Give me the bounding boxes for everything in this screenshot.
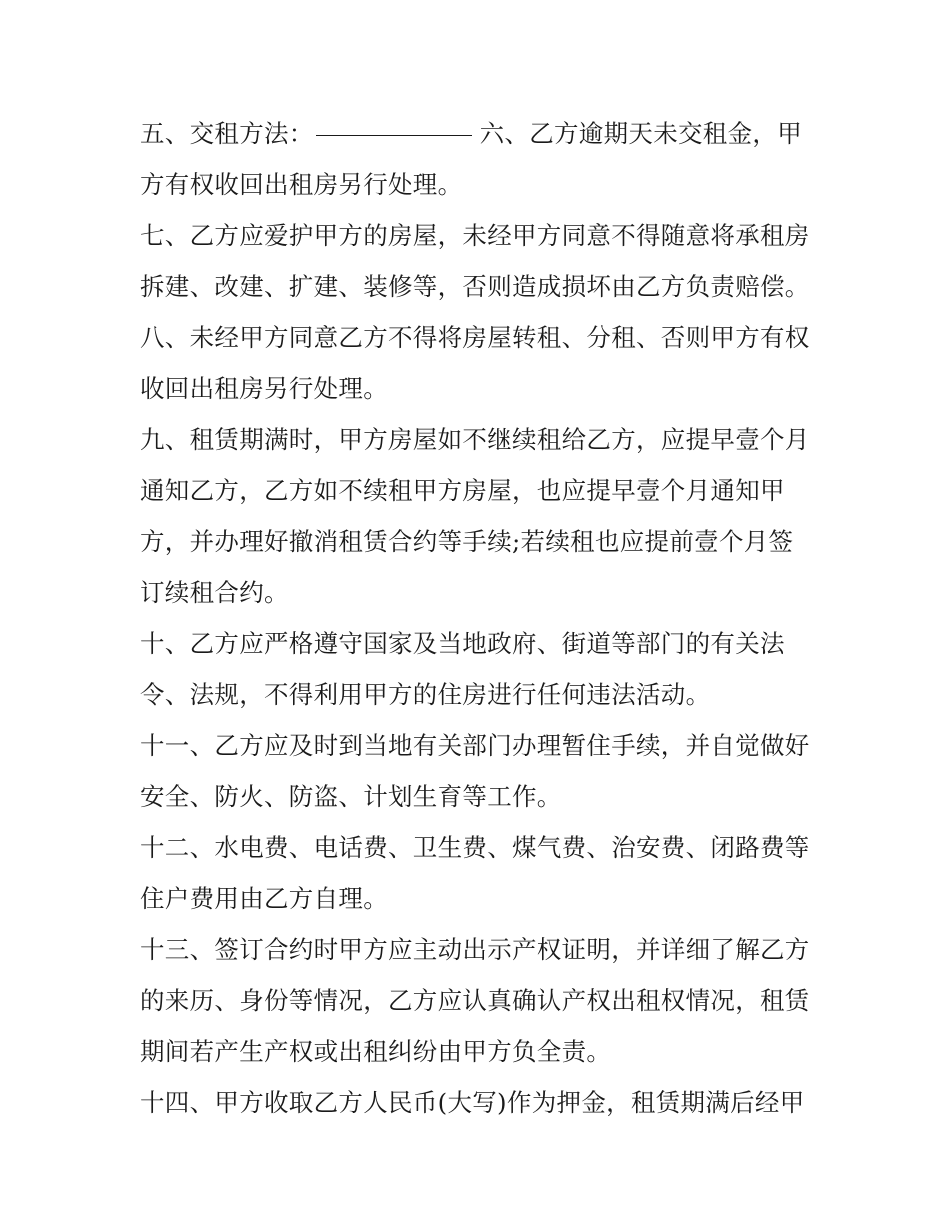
clause-8-line: 八、未经甲方同意乙方不得将房屋转租、分租、否则甲方有权 (140, 323, 810, 352)
text-line: 安全、防火、防盗、计划生育等工作。 (140, 782, 562, 811)
clause-13-line: 十三、签订合约时甲方应主动出示产权证明，并详细了解乙方 (140, 935, 810, 964)
clause-11-line: 十一、乙方应及时到当地有关部门办理暂住手续，并自觉做好 (140, 731, 810, 760)
text-line: 通知乙方，乙方如不续租甲方房屋，也应提早壹个月通知甲 (140, 476, 785, 505)
clause-10-line: 十、乙方应严格遵守国家及当地政府、街道等部门的有关法 (140, 629, 785, 658)
clause-5-6-line (140, 108, 820, 159)
text-line: 订续租合约。 (140, 578, 289, 607)
document-body (140, 108, 820, 1128)
text-line: 期间若产生产权或出租纠纷由甲方负全责。 (140, 1037, 612, 1066)
text-line: 令、法规，不得利用甲方的住房进行任何违法活动。 (140, 680, 711, 709)
rent-method-blank (316, 134, 472, 136)
clause-14-line: 十四、甲方收取乙方人民币(大写)作为押金，租赁期满后经甲 (140, 1088, 805, 1117)
clause-6-text: 六、乙方逾期天未交租金，甲 (479, 119, 803, 148)
text-line: 住户费用由乙方自理。 (140, 884, 388, 913)
text-line: 方，并办理好撤消租赁合约等手续;若续租也应提前壹个月签 (140, 527, 794, 556)
text-line: 收回出租房另行处理。 (140, 374, 388, 403)
text-line: 方有权收回出租房另行处理。 (140, 170, 463, 199)
text-line: 的来历、身份等情况，乙方应认真确认产权出租权情况，租赁 (140, 986, 810, 1015)
clause-5-text: 五、交租方法： (140, 119, 314, 148)
clause-12-line: 十二、水电费、电话费、卫生费、煤气费、治安费、闭路费等 (140, 833, 810, 862)
text-line: 拆建、改建、扩建、装修等，否则造成损坏由乙方负责赔偿。 (140, 272, 810, 301)
clause-7-line: 七、乙方应爱护甲方的房屋，未经甲方同意不得随意将承租房 (140, 221, 810, 250)
clause-9-line: 九、租赁期满时，甲方房屋如不继续租给乙方，应提早壹个月 (140, 425, 810, 454)
